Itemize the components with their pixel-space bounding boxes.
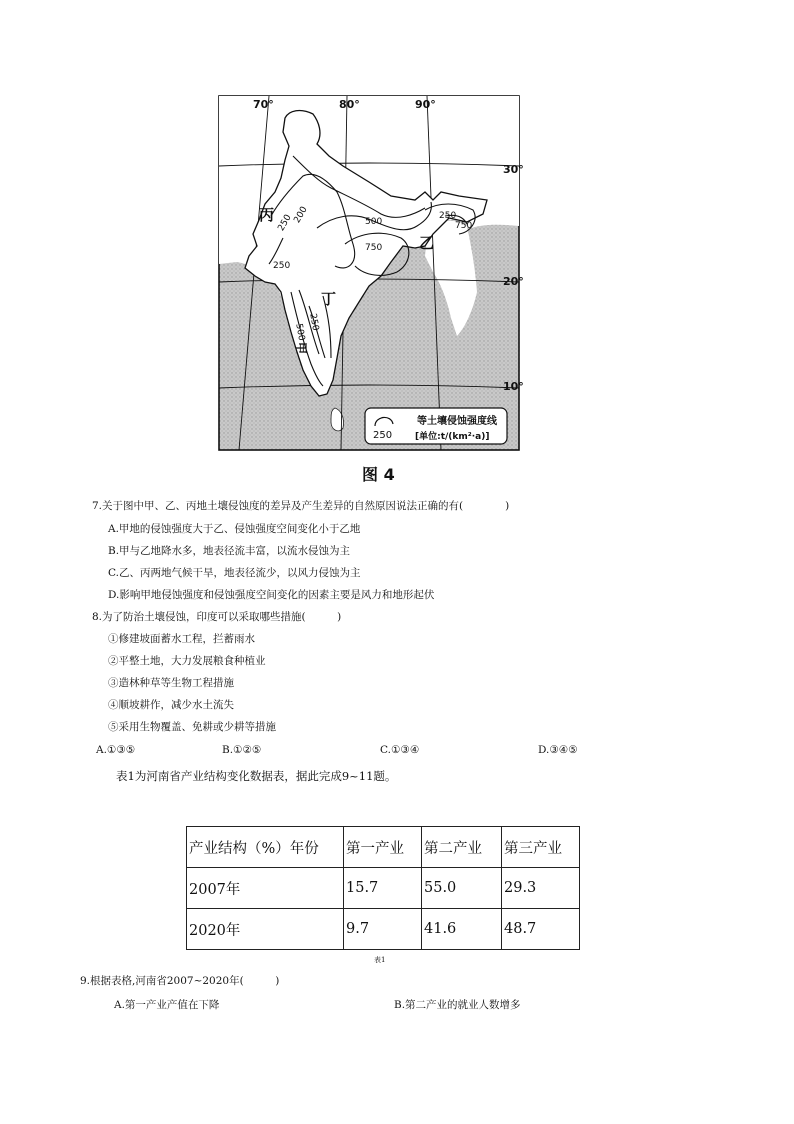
question-8-measure: ②平整土地，大力发展粮食种植业 xyxy=(108,655,266,667)
table-header-cell: 第三产业 xyxy=(502,827,580,868)
table-cell: 48.7 xyxy=(502,909,580,950)
contour-value: 500 xyxy=(293,322,307,342)
question-7-option-a: A.甲地的侵蚀强度大于乙、侵蚀强度空间变化小于乙地 xyxy=(108,523,361,535)
question-8-choice-d: D.③④⑤ xyxy=(538,744,578,756)
question-8-choice-c: C.①③④ xyxy=(380,744,420,756)
question-9-option-b: B.第二产业的就业人数增多 xyxy=(394,999,521,1011)
contour-value: 250 xyxy=(273,261,291,271)
contour-value: 750 xyxy=(455,221,473,231)
industry-structure-table xyxy=(186,826,580,950)
region-label-yi: 乙 xyxy=(419,234,435,252)
contour-value: 250 xyxy=(439,211,457,221)
figure-caption: 图 4 xyxy=(362,465,395,484)
table-row xyxy=(187,868,580,909)
table-row xyxy=(187,909,580,950)
table-cell: 29.3 xyxy=(502,868,580,909)
question-7-option-d: D.影响甲地侵蚀强度和侵蚀强度空间变化的因素主要是风力和地形起伏 xyxy=(108,589,435,601)
contour-value: 500 xyxy=(365,217,383,227)
table-header-cell: 第一产业 xyxy=(344,827,422,868)
table-cell: 15.7 xyxy=(344,868,422,909)
table-header-cell: 第二产业 xyxy=(422,827,502,868)
lat-label: 20° xyxy=(503,275,524,288)
lat-label: 30° xyxy=(503,163,524,176)
lon-label: 90° xyxy=(415,98,436,111)
legend-sample-value: 250 xyxy=(373,430,393,441)
question-8-choice-a: A.①③⑤ xyxy=(96,744,136,756)
question-8-choice-b: B.①②⑤ xyxy=(222,744,262,756)
contour-value: 250 xyxy=(276,213,294,233)
table-cell: 9.7 xyxy=(344,909,422,950)
legend-title: 等土壤侵蚀强度线 xyxy=(417,416,497,427)
lon-label: 70° xyxy=(253,98,274,111)
table-cell: 2020年 xyxy=(187,909,344,950)
contour-value: 250 xyxy=(307,312,321,332)
question-8-measure: ④顺坡耕作，减少水土流失 xyxy=(108,699,234,711)
question-8-measure: ①修建坡面蓄水工程，拦蓄雨水 xyxy=(108,633,255,645)
question-9-stem: 9.根据表格,河南省2007~2020年( ) xyxy=(80,975,280,987)
question-7-stem: 7.关于图中甲、乙、丙地土壤侵蚀度的差异及产生差异的自然原因说法正确的有( ) xyxy=(92,500,510,512)
table-header-row xyxy=(187,827,580,868)
region-label-ding: 丁 xyxy=(321,290,337,308)
question-8-stem: 8.为了防治土壤侵蚀，印度可以采取哪些措施( ) xyxy=(92,611,342,623)
table-cell: 55.0 xyxy=(422,868,502,909)
india-soil-erosion-map xyxy=(219,96,524,454)
question-7-option-b: B.甲与乙地降水多，地表径流丰富，以流水侵蚀为主 xyxy=(108,545,351,557)
lat-label: 10° xyxy=(503,380,524,393)
region-label-bing: 丙 xyxy=(259,206,275,224)
map-legend xyxy=(365,408,507,444)
table-caption: 表1 xyxy=(374,956,386,964)
table-cell: 2007年 xyxy=(187,868,344,909)
question-8-measure: ⑤采用生物覆盖、免耕或少耕等措施 xyxy=(108,721,276,733)
contour-value: 750 xyxy=(365,243,383,253)
region-label-jia: 甲 xyxy=(294,342,308,355)
table-intro-text: 表1为河南省产业结构变化数据表，据此完成9~11题。 xyxy=(116,769,397,783)
table-cell: 41.6 xyxy=(422,909,502,950)
contour-value: 200 xyxy=(292,205,310,225)
question-9-option-a: A.第一产业产值在下降 xyxy=(114,999,220,1011)
question-8-measure: ③造林种草等生物工程措施 xyxy=(108,677,234,689)
question-7-option-c: C.乙、丙两地气候干旱，地表径流少，以风力侵蚀为主 xyxy=(108,567,361,579)
table-header-cell: 产业结构（%）年份 xyxy=(187,827,344,868)
lon-label: 80° xyxy=(339,98,360,111)
legend-unit: [单位:t/(km²·a)] xyxy=(415,432,490,442)
